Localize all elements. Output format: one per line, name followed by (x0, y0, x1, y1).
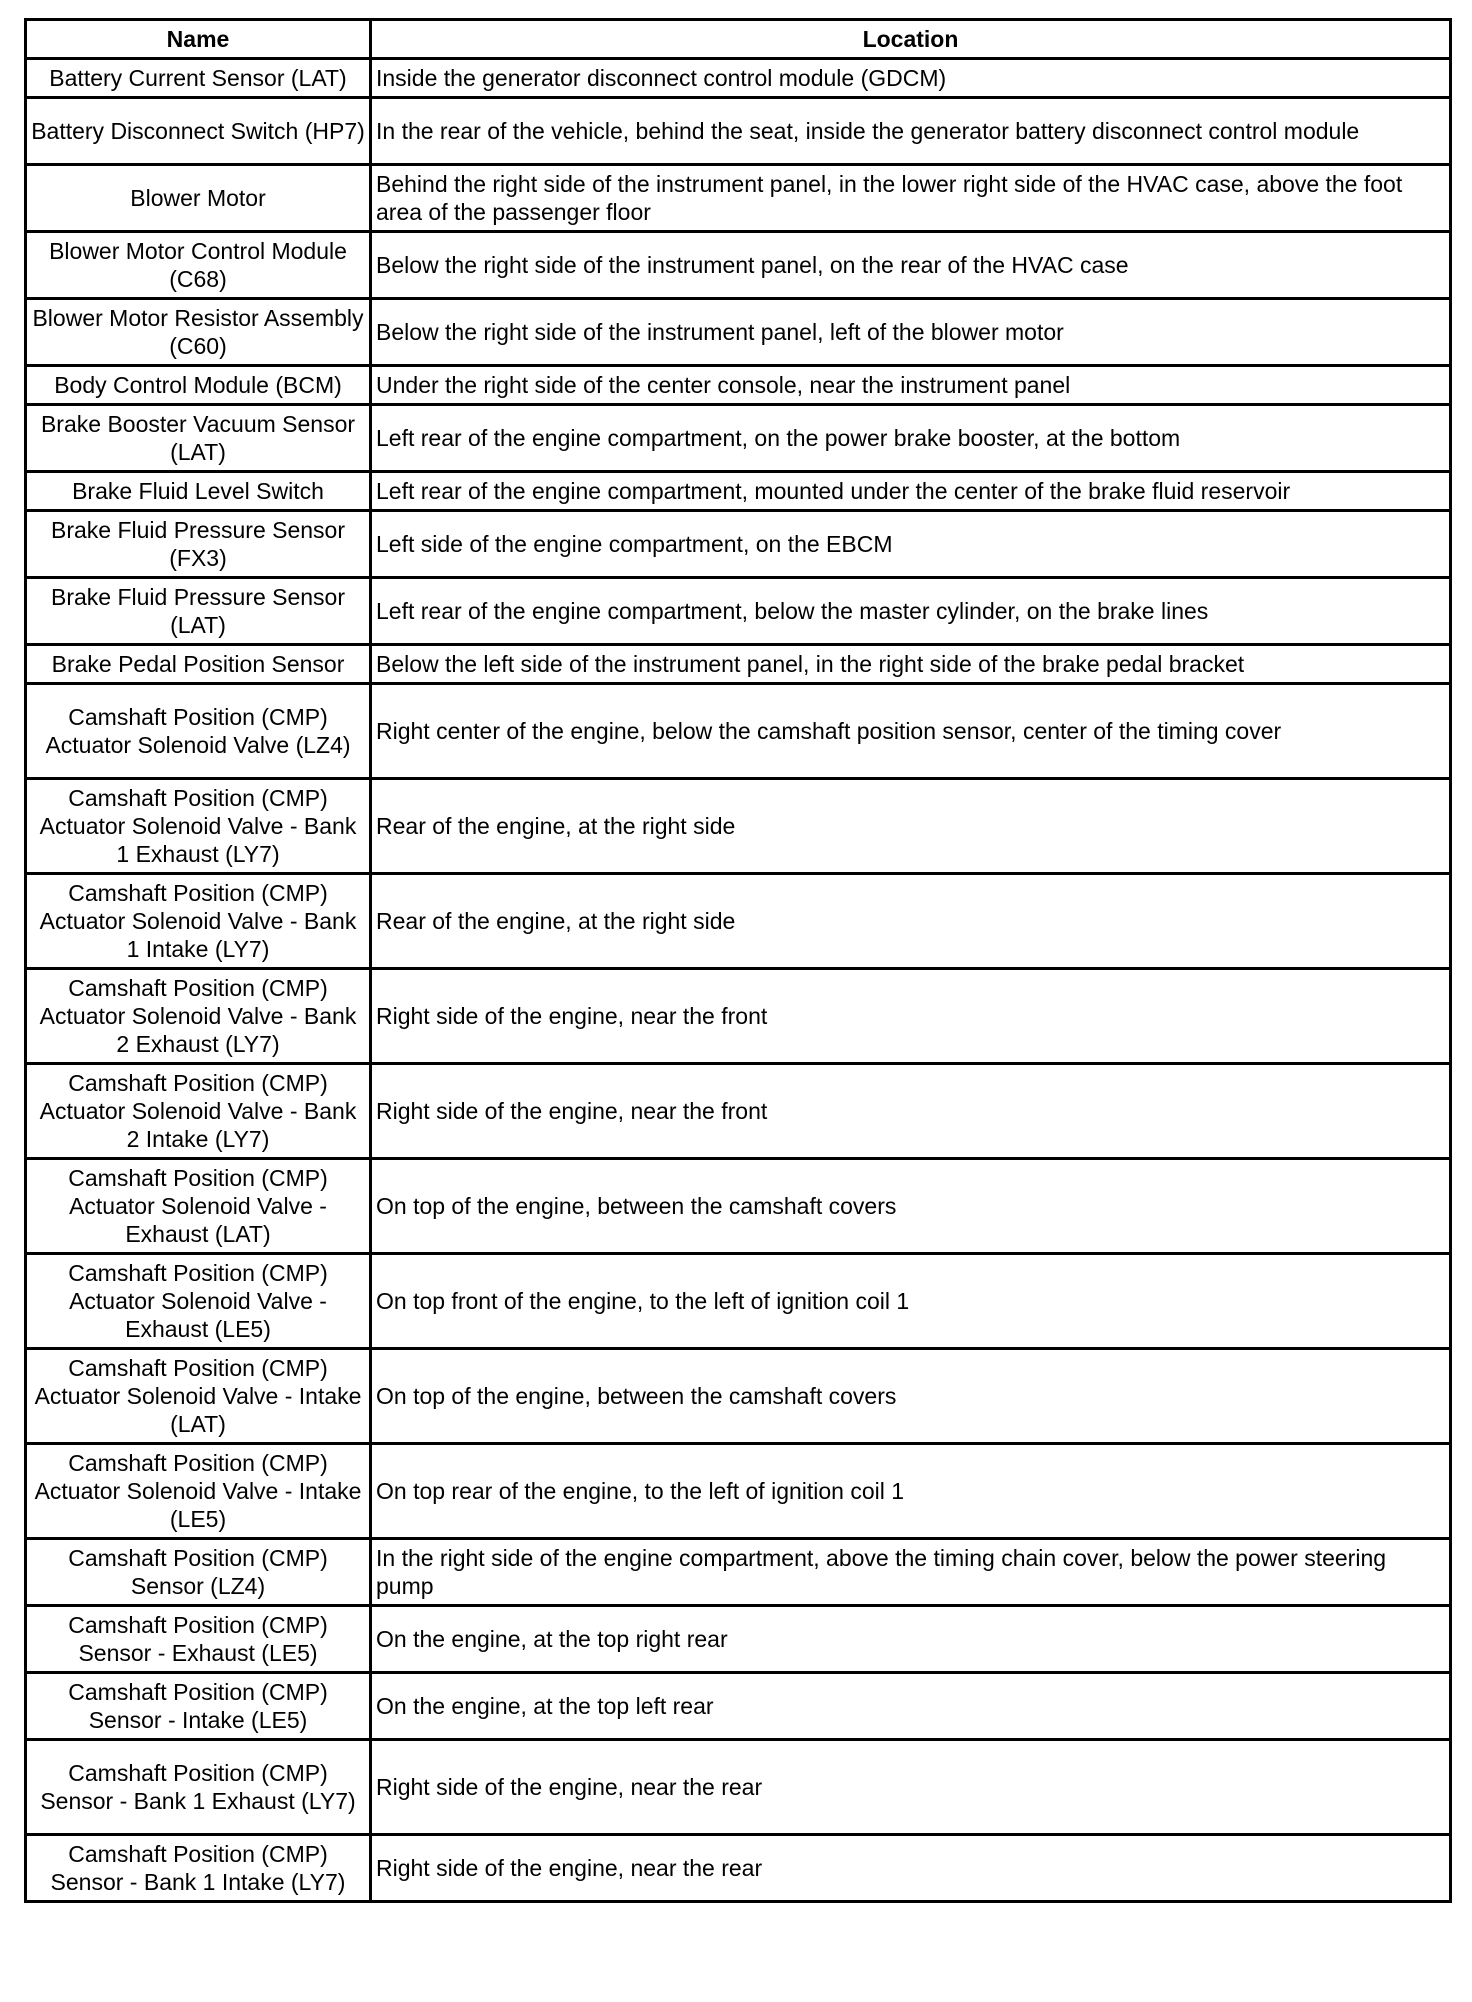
component-location-cell: Left rear of the engine compartment, on the power brake booster, at the bottom (371, 405, 1451, 472)
table-row (26, 779, 1451, 874)
table-row (26, 511, 1451, 578)
table-row (26, 299, 1451, 366)
table-row (26, 472, 1451, 511)
component-name-cell: Blower Motor Control Module (C68) (26, 232, 371, 299)
component-name-cell: Battery Disconnect Switch (HP7) (26, 98, 371, 165)
table-row (26, 405, 1451, 472)
component-location-cell: Left rear of the engine compartment, mounted under the center of the brake fluid reservoir (371, 472, 1451, 511)
table-row (26, 1159, 1451, 1254)
component-name-cell: Camshaft Position (CMP) Actuator Solenoid Valve - Intake (LE5) (26, 1444, 371, 1539)
component-name-cell: Camshaft Position (CMP) Sensor - Intake (LE5) (26, 1673, 371, 1740)
component-name-cell: Camshaft Position (CMP) Actuator Solenoid Valve - Bank 2 Intake (LY7) (26, 1064, 371, 1159)
table-row (26, 645, 1451, 684)
component-location-table (24, 18, 1452, 1903)
component-location-cell: Right side of the engine, near the front (371, 969, 1451, 1064)
component-location-table-container (24, 18, 1449, 1903)
component-name-cell: Camshaft Position (CMP) Actuator Solenoid Valve - Bank 1 Exhaust (LY7) (26, 779, 371, 874)
component-location-cell: On top front of the engine, to the left of ignition coil 1 (371, 1254, 1451, 1349)
table-row (26, 1673, 1451, 1740)
component-name-cell: Camshaft Position (CMP) Actuator Solenoid Valve - Bank 1 Intake (LY7) (26, 874, 371, 969)
component-location-cell: Below the left side of the instrument panel, in the right side of the brake pedal bracket (371, 645, 1451, 684)
component-name-cell: Camshaft Position (CMP) Actuator Solenoid Valve - Bank 2 Exhaust (LY7) (26, 969, 371, 1064)
component-name-cell: Body Control Module (BCM) (26, 366, 371, 405)
component-location-cell: In the rear of the vehicle, behind the seat, inside the generator battery disconnect control module (371, 98, 1451, 165)
component-name-cell: Camshaft Position (CMP) Actuator Solenoid Valve - Intake (LAT) (26, 1349, 371, 1444)
table-row (26, 1444, 1451, 1539)
component-location-cell: Left rear of the engine compartment, below the master cylinder, on the brake lines (371, 578, 1451, 645)
component-name-cell: Camshaft Position (CMP) Actuator Solenoid Valve - Exhaust (LAT) (26, 1159, 371, 1254)
component-location-cell: On the engine, at the top right rear (371, 1606, 1451, 1673)
component-location-cell: Right center of the engine, below the camshaft position sensor, center of the timing cover (371, 684, 1451, 779)
table-header (26, 20, 1451, 59)
component-name-cell: Brake Pedal Position Sensor (26, 645, 371, 684)
component-location-cell: Below the right side of the instrument panel, left of the blower motor (371, 299, 1451, 366)
table-row (26, 59, 1451, 98)
component-location-cell: Inside the generator disconnect control module (GDCM) (371, 59, 1451, 98)
column-header-location: Location (371, 20, 1451, 59)
component-name-cell: Brake Fluid Pressure Sensor (FX3) (26, 511, 371, 578)
component-location-cell: On top of the engine, between the camshaft covers (371, 1159, 1451, 1254)
component-location-cell: On top rear of the engine, to the left of ignition coil 1 (371, 1444, 1451, 1539)
table-row (26, 1740, 1451, 1835)
component-name-cell: Blower Motor Resistor Assembly (C60) (26, 299, 371, 366)
component-name-cell: Brake Fluid Level Switch (26, 472, 371, 511)
table-row (26, 874, 1451, 969)
table-row (26, 165, 1451, 232)
component-location-cell: In the right side of the engine compartment, above the timing chain cover, below the power steering pump (371, 1539, 1451, 1606)
table-row (26, 1835, 1451, 1902)
column-header-name: Name (26, 20, 371, 59)
component-name-cell: Camshaft Position (CMP) Sensor - Bank 1 Exhaust (LY7) (26, 1740, 371, 1835)
component-location-cell: Rear of the engine, at the right side (371, 874, 1451, 969)
table-row (26, 1539, 1451, 1606)
table-row (26, 366, 1451, 405)
table-row (26, 1064, 1451, 1159)
table-row (26, 969, 1451, 1064)
component-name-cell: Camshaft Position (CMP) Sensor - Exhaust (LE5) (26, 1606, 371, 1673)
component-location-cell: Under the right side of the center console, near the instrument panel (371, 366, 1451, 405)
component-name-cell: Camshaft Position (CMP) Sensor (LZ4) (26, 1539, 371, 1606)
component-location-cell: Right side of the engine, near the rear (371, 1835, 1451, 1902)
table-row (26, 684, 1451, 779)
table-row (26, 1349, 1451, 1444)
header-row (26, 20, 1451, 59)
component-name-cell: Camshaft Position (CMP) Actuator Solenoid Valve (LZ4) (26, 684, 371, 779)
component-name-cell: Camshaft Position (CMP) Sensor - Bank 1 Intake (LY7) (26, 1835, 371, 1902)
component-name-cell: Blower Motor (26, 165, 371, 232)
table-row (26, 1254, 1451, 1349)
component-name-cell: Battery Current Sensor (LAT) (26, 59, 371, 98)
table-row (26, 1606, 1451, 1673)
component-name-cell: Brake Fluid Pressure Sensor (LAT) (26, 578, 371, 645)
component-location-cell: Rear of the engine, at the right side (371, 779, 1451, 874)
table-row (26, 98, 1451, 165)
table-row (26, 578, 1451, 645)
component-location-cell: On the engine, at the top left rear (371, 1673, 1451, 1740)
component-name-cell: Camshaft Position (CMP) Actuator Solenoid Valve - Exhaust (LE5) (26, 1254, 371, 1349)
component-location-cell: Left side of the engine compartment, on the EBCM (371, 511, 1451, 578)
table-body (26, 59, 1451, 1902)
component-location-cell: Right side of the engine, near the front (371, 1064, 1451, 1159)
component-name-cell: Brake Booster Vacuum Sensor (LAT) (26, 405, 371, 472)
component-location-cell: Right side of the engine, near the rear (371, 1740, 1451, 1835)
component-location-cell: Below the right side of the instrument panel, on the rear of the HVAC case (371, 232, 1451, 299)
component-location-cell: Behind the right side of the instrument panel, in the lower right side of the HVAC case, above the foot area of the passenger floor (371, 165, 1451, 232)
component-location-cell: On top of the engine, between the camshaft covers (371, 1349, 1451, 1444)
table-row (26, 232, 1451, 299)
